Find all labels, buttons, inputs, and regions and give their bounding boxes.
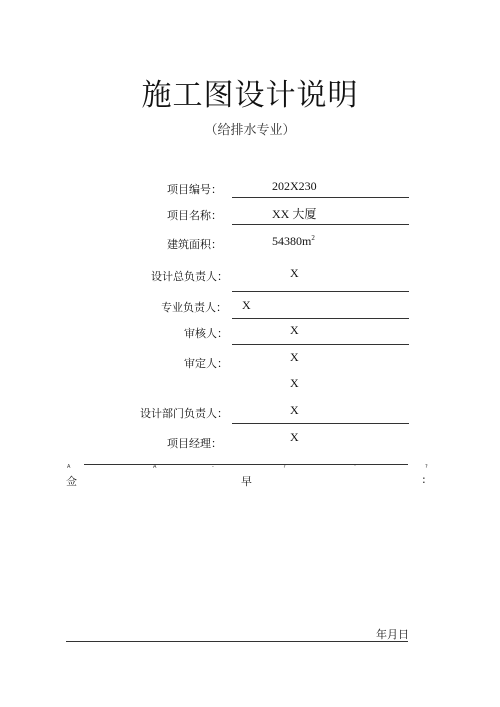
footer-glyph-right: :	[422, 473, 426, 486]
discipline-lead-value: X	[242, 298, 251, 312]
department-head-label: 设计部门负责人：	[140, 407, 228, 420]
date-underline	[66, 641, 408, 642]
project-manager-value: X	[290, 430, 299, 444]
discipline-lead-underline	[232, 318, 409, 319]
project-name-underline	[232, 224, 409, 225]
footer-mark-2: A	[153, 464, 157, 470]
footer-mark-3: -	[212, 464, 214, 470]
footer-mark-6: ?	[425, 464, 428, 470]
chief-designer-label: 设计总负责人：	[151, 270, 228, 283]
footer-glyph-center: 早	[241, 475, 252, 488]
document-subtitle: （给排水专业）	[204, 123, 296, 138]
approver-label: 审定人：	[184, 357, 228, 370]
footer-mark-1: A	[67, 464, 71, 470]
footer-mark-4: ?	[283, 464, 286, 470]
footer-separator	[84, 464, 408, 465]
chief-designer-value: X	[290, 266, 299, 280]
footer-glyph-left: 佥	[66, 475, 77, 488]
building-area-number: 54380m	[272, 234, 312, 248]
project-name-label: 项目名称：	[167, 209, 222, 222]
department-head-value: X	[290, 403, 299, 417]
footer-mark-5: "	[354, 464, 357, 470]
building-area-unit-superscript: 2	[311, 234, 315, 242]
reviewer-underline	[232, 344, 409, 345]
building-area-value	[272, 234, 315, 249]
building-area-label: 建筑面积：	[167, 238, 222, 251]
discipline-lead-label: 专业负责人：	[161, 301, 227, 314]
date-label: 年月日	[376, 628, 409, 641]
project-number-value: 202X230	[272, 179, 317, 193]
chief-designer-underline	[232, 291, 409, 292]
reviewer-value: X	[290, 323, 299, 337]
approver-value-second: X	[290, 376, 299, 390]
approver-value: X	[290, 350, 299, 364]
project-manager-label: 项目经理：	[167, 437, 222, 450]
document-title: 施工图设计说明	[141, 78, 359, 113]
project-number-underline	[232, 197, 409, 198]
department-head-underline	[232, 423, 409, 424]
reviewer-label: 审核人：	[184, 327, 228, 340]
project-number-label: 项目编号：	[167, 183, 222, 196]
project-name-value: XX 大厦	[272, 207, 317, 221]
